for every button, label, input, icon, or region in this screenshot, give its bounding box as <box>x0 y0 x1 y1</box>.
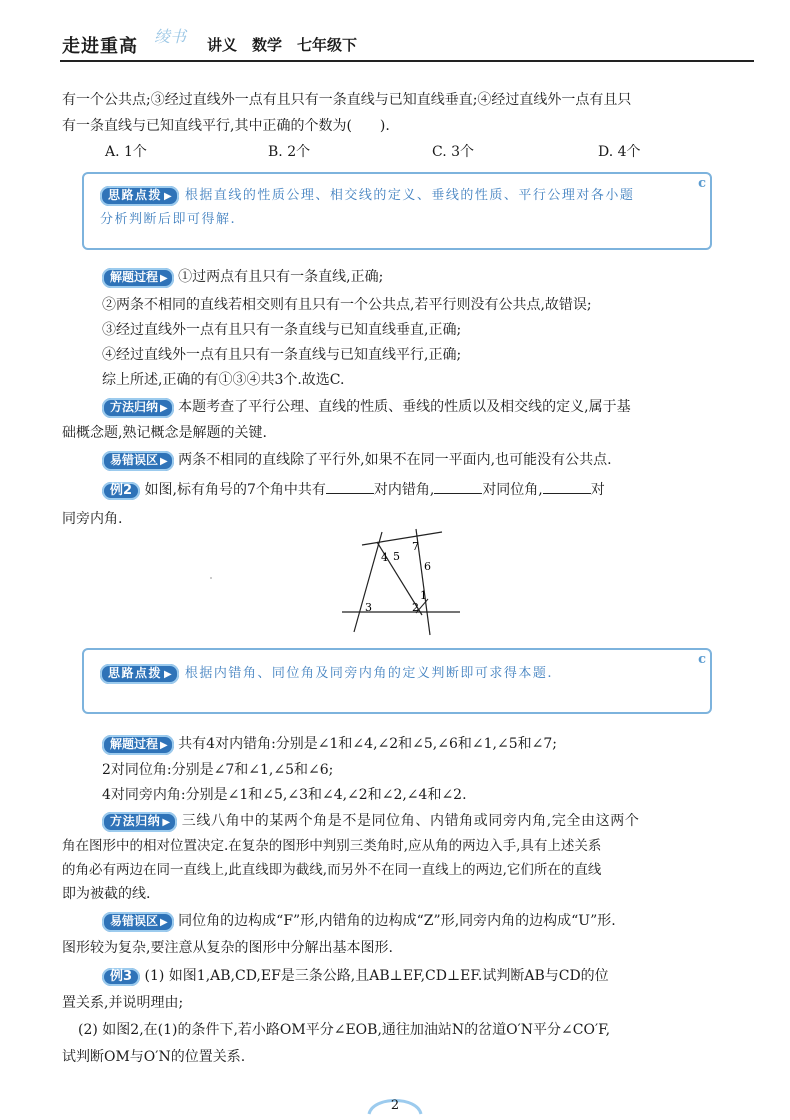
hint-text <box>100 662 553 686</box>
question-line: 有一条直线与已知直线平行,其中正确的个数为( ). <box>62 118 390 134</box>
example-line <box>102 966 609 986</box>
arrow-icon: ▶ <box>160 917 168 928</box>
method-line: 即为被截的线. <box>62 886 151 902</box>
error-line: 图形较为复杂,要注意从复杂的图形中分解出基本图形. <box>62 940 393 956</box>
scan-speck <box>210 577 212 579</box>
hint-line: 分析判断后即可得解. <box>100 212 237 227</box>
arrow-icon: ▶ <box>164 669 174 680</box>
header-rule <box>60 60 754 62</box>
angle-label-1: 1 <box>420 589 427 602</box>
option-c: C. 3个 <box>432 144 475 160</box>
method-line: 的角必有两边在同一直线上,此直线即为截线,而另外不在同一直线上的两边,它们所在的直线 <box>62 862 602 878</box>
hint-line: 根据内错角、同位角及同旁内角的定义判断即可求得本题. <box>184 666 553 681</box>
option-b: B. 2个 <box>268 144 311 160</box>
hint-box <box>82 648 712 714</box>
corner-mark: c <box>698 176 706 191</box>
error-tag: 易错误区 ▶ <box>102 912 174 932</box>
angle-label-6: 6 <box>424 560 431 573</box>
method-line <box>102 811 639 832</box>
header-meta: 讲义 数学 七年级下 <box>207 36 358 54</box>
example-text: 如图,标有角号的7个角中共有 <box>144 482 326 498</box>
arrow-icon: ▶ <box>160 273 168 284</box>
answer-blank[interactable] <box>543 481 591 494</box>
page-number: 2 <box>390 1098 400 1113</box>
method-tag: 方法归纳 ▶ <box>102 398 174 418</box>
error-line <box>102 911 616 932</box>
left-transversal <box>354 532 382 632</box>
arrow-icon: ▶ <box>160 403 168 414</box>
hint-tag: 思路点拨 ▶ <box>100 664 179 684</box>
arrow-icon: ▶ <box>160 740 168 751</box>
hint-tag: 思路点拨 ▶ <box>100 186 179 206</box>
example-text: 对内错角, <box>373 482 435 498</box>
solution-text: 共有4对内错角:分别是∠1和∠4,∠2和∠5,∠6和∠1,∠5和∠7; <box>178 736 557 752</box>
angle-figure <box>332 527 462 637</box>
page-footer <box>365 1088 425 1116</box>
example-line <box>102 480 605 500</box>
solution-line <box>102 267 383 288</box>
example-line: 置关系,并说明理由; <box>62 995 184 1011</box>
solution-line: ④经过直线外一点有且只有一条直线与已知直线平行,正确; <box>102 347 462 363</box>
error-line <box>102 450 612 471</box>
solution-line: 综上所述,正确的有①③④共3个.故选C. <box>102 372 345 388</box>
solution-text: ①过两点有且只有一条直线,正确; <box>178 269 384 285</box>
hint-text <box>100 184 634 232</box>
solution-line: ②两条不相同的直线若相交则有且只有一个公共点,若平行则没有公共点,故错误; <box>102 297 592 313</box>
method-line <box>102 397 631 418</box>
example-line: 试判断OM与O′N的位置关系. <box>62 1049 246 1065</box>
arrow-icon: ▶ <box>160 456 168 467</box>
error-text: 两条不相同的直线除了平行外,如果不在同一平面内,也可能没有公共点. <box>178 452 612 468</box>
angle-label-7: 7 <box>412 540 419 553</box>
solution-line: ③经过直线外一点有且只有一条直线与已知直线垂直,正确; <box>102 322 462 338</box>
method-line: 角在图形中的相对位置决定.在复杂的图形中判别三类角时,应从角的两边入手,具有上述关系 <box>62 838 602 854</box>
example-tag: 例3 <box>102 968 140 986</box>
example-line: 同旁内角. <box>62 511 123 527</box>
top-line <box>362 532 442 545</box>
option-a: A. 1个 <box>105 144 147 160</box>
page-header <box>62 27 752 58</box>
solution-line <box>102 734 557 755</box>
angle-label-5: 5 <box>393 550 400 563</box>
solution-line: 2对同位角:分别是∠7和∠1,∠5和∠6; <box>102 762 334 778</box>
brand-title: 走进重高 <box>62 36 138 57</box>
solution-tag: 解题过程 ▶ <box>102 735 174 755</box>
handwritten-signature: 绫书 <box>154 27 187 46</box>
question-line: 有一个公共点;③经过直线外一点有且只有一条直线与已知直线垂直;④经过直线外一点有且只 <box>62 92 632 108</box>
angle-label-3: 3 <box>365 601 372 614</box>
answer-blank[interactable] <box>326 481 374 494</box>
error-text: 同位角的边构成“F”形,内错角的边构成“Z”形,同旁内角的边构成“U”形. <box>178 913 616 929</box>
example-tag: 例2 <box>102 482 140 500</box>
error-tag: 易错误区 ▶ <box>102 451 174 471</box>
method-line: 础概念题,熟记概念是解题的关键. <box>62 425 267 441</box>
method-tag: 方法归纳 ▶ <box>102 812 177 832</box>
answer-blank[interactable] <box>434 481 482 494</box>
example-text: 对同位角, <box>482 482 543 498</box>
example-text: (1) 如图1,AB,CD,EF是三条公路,且AB⊥EF,CD⊥EF.试判断AB与CD的位 <box>144 968 609 984</box>
example-line: (2) 如图2,在(1)的条件下,若小路OM平分∠EOB,通往加油站N的岔道O′N平分∠CO′F, <box>78 1022 611 1038</box>
option-d: D. 4个 <box>598 144 641 160</box>
arrow-icon: ▶ <box>162 817 171 828</box>
example-text: 对 <box>590 482 605 498</box>
hint-box <box>82 172 712 250</box>
corner-mark: c <box>698 652 706 667</box>
method-text: 本题考查了平行公理、直线的性质、垂线的性质以及相交线的定义,属于基 <box>178 399 631 415</box>
angle-label-4: 4 <box>381 551 388 564</box>
solution-line: 4对同旁内角:分别是∠1和∠5,∠3和∠4,∠2和∠2,∠4和∠2. <box>102 787 467 803</box>
angle-label-2: 2 <box>412 601 419 614</box>
hint-line: 根据直线的性质公理、相交线的定义、垂线的性质、平行公理对各小题 <box>184 188 635 203</box>
method-text: 三线八角中的某两个角是不是同位角、内错角或同旁内角,完全由这两个 <box>181 813 640 829</box>
arrow-icon: ▶ <box>164 191 174 202</box>
solution-tag: 解题过程 ▶ <box>102 268 174 288</box>
